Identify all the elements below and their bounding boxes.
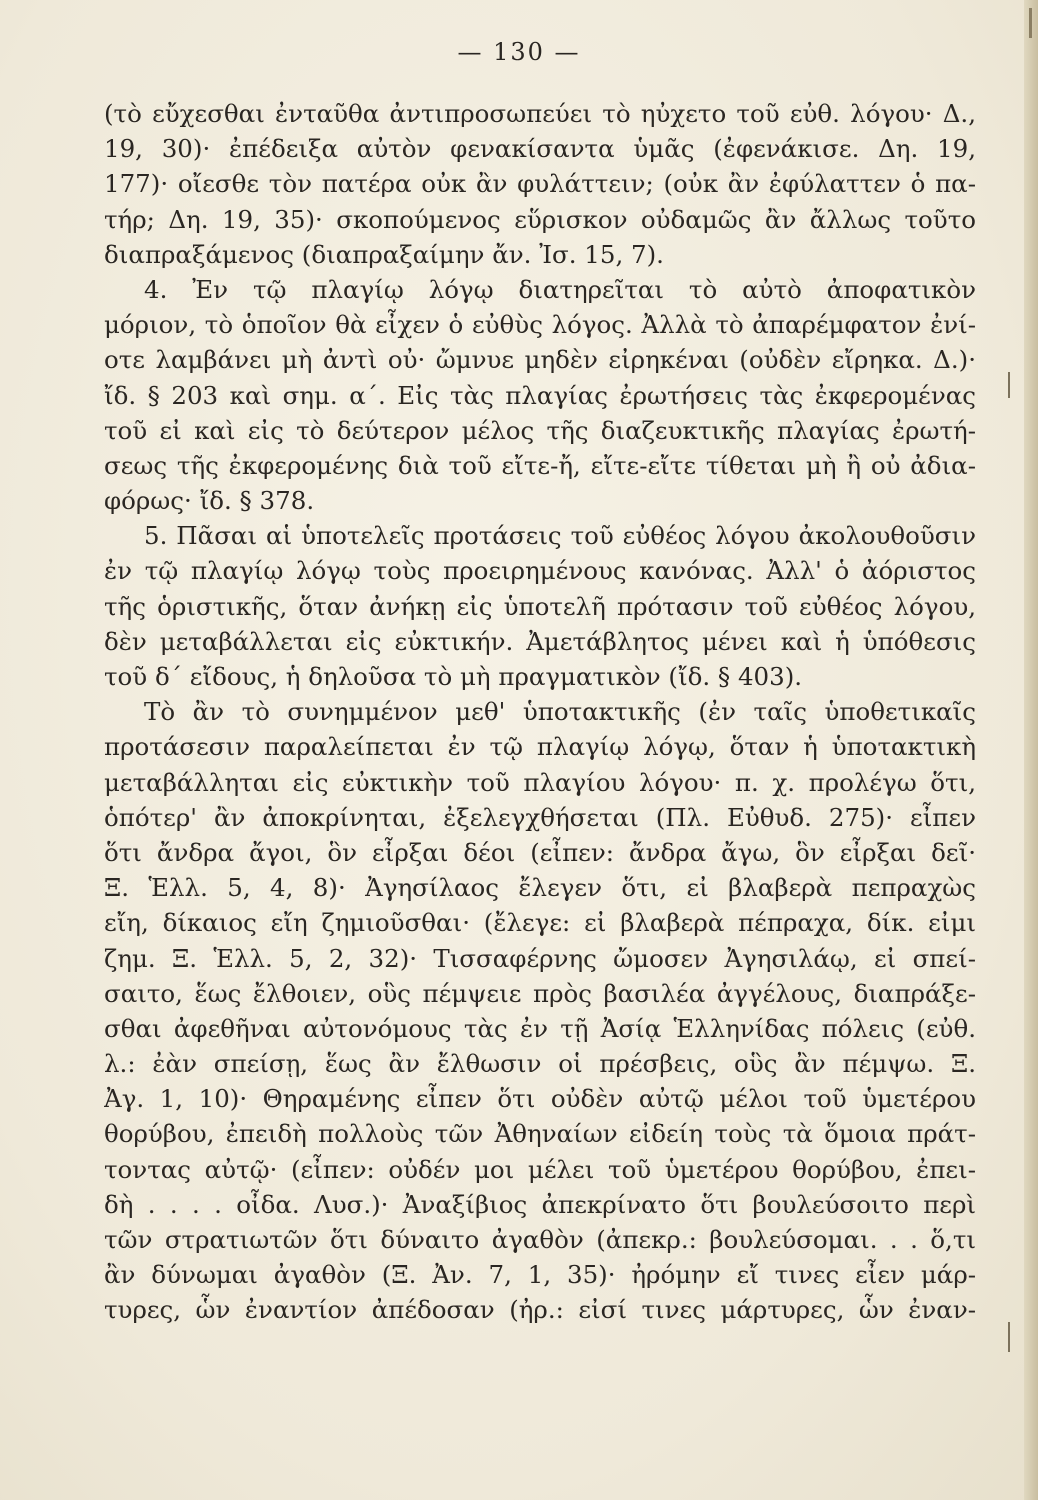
text-line: διαπραξάμενος (διαπραξαίμην ἄν. Ἰσ. 15, 7). — [104, 239, 664, 269]
text-line: δὴ . . . . οἶδα. Λυσ.)· Ἀναξίβιος ἀπεκρίνατο ὅτι βουλεύσοιτο περὶ — [104, 1189, 976, 1219]
text-line: δὲν μεταβάλλεται εἰς εὐκτικήν. Ἀμετάβλητος μένει καὶ ἡ ὑπόθεσις — [104, 626, 976, 656]
text-line: τῆς ὁριστικῆς, ὅταν ἀνήκῃ εἰς ὑποτελῆ πρότασιν τοῦ εὐθέος λόγου, — [104, 591, 976, 621]
text-line: ὅτι ἄνδρα ἄγοι, ὃν εἶρξαι δέοι (εἶπεν: ἄνδρα ἄγω, ὃν εἶρξαι δεῖ· — [104, 837, 976, 867]
text-line: ἂν δύνωμαι ἀγαθὸν (Ξ. Ἀν. 7, 1, 35)· ἠρόμην εἴ τινες εἶεν μάρ- — [104, 1260, 976, 1290]
body-text — [104, 96, 976, 1328]
text-line: Τὸ ἂν τὸ συνημμένον μεθ' ὑποτακτικῆς (ἐν ταῖς ὑποθετικαῖς — [144, 697, 976, 727]
text-line: φόρως· ἴδ. § 378. — [104, 486, 315, 516]
text-line: τυρες, ὧν ἐναντίον ἀπέδοσαν (ἠρ.: εἰσί τινες μάρτυρες, ὧν ἐναν- — [104, 1295, 976, 1325]
text-line: 4. Ἐν τῷ πλαγίῳ λόγῳ διατηρεῖται τὸ αὐτὸ ἀποφατικὸν — [144, 274, 976, 304]
page-number: — 130 — — [457, 38, 581, 66]
text-line: προτάσεσιν παραλείπεται ἐν τῷ πλαγίῳ λόγῳ, ὅταν ἡ ὑποτακτικὴ — [104, 732, 976, 762]
text-line: λ.: ἐὰν σπείσῃ, ἕως ἂν ἔλθωσιν οἱ πρέσβεις, οὓς ἂν πέμψω. Ξ. — [104, 1049, 976, 1079]
text-line: 5. Πᾶσαι αἱ ὑποτελεῖς προτάσεις τοῦ εὐθέος λόγου ἀκολουθοῦσιν — [144, 521, 976, 551]
text-line: οτε λαμβάνει μὴ ἀντὶ οὐ· ὤμνυε μηδὲν εἰρηκέναι (οὐδὲν εἴρηκα. Δ.)· — [104, 345, 976, 375]
text-line: σθαι ἀφεθῆναι αὐτονόμους τὰς ἐν τῇ Ἀσίᾳ Ἑλληνίδας πόλεις (εὐθ. — [104, 1013, 976, 1043]
text-line: Ἀγ. 1, 10)· Θηραμένης εἶπεν ὅτι οὐδὲν αὐτῷ μέλοι τοῦ ὑμετέρου — [104, 1084, 976, 1114]
text-line: ἐν τῷ πλαγίῳ λόγῳ τοὺς προειρημένους κανόνας. Ἀλλ' ὁ ἀόριστος — [104, 556, 976, 586]
margin-mark — [1008, 372, 1010, 398]
text-line: ζημ. Ξ. Ἑλλ. 5, 2, 32)· Τισσαφέρνης ὤμοσεν Ἀγησιλάῳ, εἰ σπεί- — [104, 943, 976, 973]
text-line: ὁπότερ' ἂν ἀποκρίνηται, ἐξελεγχθήσεται (Πλ. Εὐθυδ. 275)· εἶπεν — [104, 802, 976, 832]
text-line: τοντας αὐτῷ· (εἶπεν: οὐδέν μοι μέλει τοῦ ὑμετέρου θορύβου, ἐπει- — [104, 1154, 976, 1184]
text-line: τήρ; Δη. 19, 35)· σκοπούμενος εὕρισκον οὐδαμῶς ἂν ἄλλως τοῦτο — [104, 204, 976, 234]
text-line: Ξ. Ἑλλ. 5, 4, 8)· Ἀγησίλαος ἔλεγεν ὅτι, εἰ βλαβερὰ πεπραχὼς — [104, 873, 976, 903]
text-line: θορύβου, ἐπειδὴ πολλοὺς τῶν Ἀθηναίων εἰδείη τοὺς τὰ ὅμοια πράτ- — [104, 1119, 976, 1149]
margin-mark — [1008, 1322, 1010, 1352]
text-line: 19, 30)· ἐπέδειξα αὐτὸν φενακίσαντα ὑμᾶς (ἐφενάκισε. Δη. 19, — [104, 134, 976, 164]
text-line: τῶν στρατιωτῶν ὅτι δύναιτο ἀγαθὸν (ἀπεκρ.: βουλεύσομαι. . . ὅ,τι — [104, 1225, 976, 1254]
text-line: εἴη, δίκαιος εἴη ζημιοῦσθαι· (ἔλεγε: εἰ βλαβερὰ πέπραχα, δίκ. εἰμι — [104, 908, 976, 938]
text-line: τοῦ εἰ καὶ εἰς τὸ δεύτερον μέλος τῆς διαζευκτικῆς πλαγίας ἐρωτή- — [104, 415, 976, 445]
text-line: σαιτο, ἕως ἔλθοιεν, οὓς πέμψειε πρὸς βασιλέα ἀγγέλους, διαπράξε- — [104, 978, 976, 1008]
text-line: 177)· οἴεσθε τὸν πατέρα οὐκ ἂν φυλάττειν; (οὐκ ἂν ἐφύλαττεν ὁ πα- — [104, 169, 976, 199]
text-line: μόριον, τὸ ὁποῖον θὰ εἶχεν ὁ εὐθὺς λόγος. Ἀλλὰ τὸ ἀπαρέμφατον ἐνί- — [104, 310, 976, 340]
text-line: ἴδ. § 203 καὶ σημ. α΄. Εἰς τὰς πλαγίας ἐρωτήσεις τὰς ἐκφερομένας — [104, 380, 976, 410]
text-line: τοῦ δ΄ εἴδους, ἡ δηλοῦσα τὸ μὴ πραγματικὸν (ἴδ. § 403). — [104, 662, 803, 691]
page-edge — [1024, 0, 1038, 1500]
text-line: (τὸ εὔχεσθαι ἐνταῦθα ἀντιπροσωπεύει τὸ ηὐχετο τοῦ εὐθ. λόγου· Δ., — [104, 99, 976, 128]
edge-mark — [1029, 8, 1032, 38]
text-line: μεταβάλληται εἰς εὐκτικὴν τοῦ πλαγίου λόγου· π. χ. προλέγω ὅτι, — [104, 767, 976, 797]
text-line: σεως τῆς ἐκφερομένης διὰ τοῦ εἴτε-ἤ, εἴτε-εἴτε τίθεται μὴ ἢ οὐ ἀδια- — [104, 450, 976, 480]
